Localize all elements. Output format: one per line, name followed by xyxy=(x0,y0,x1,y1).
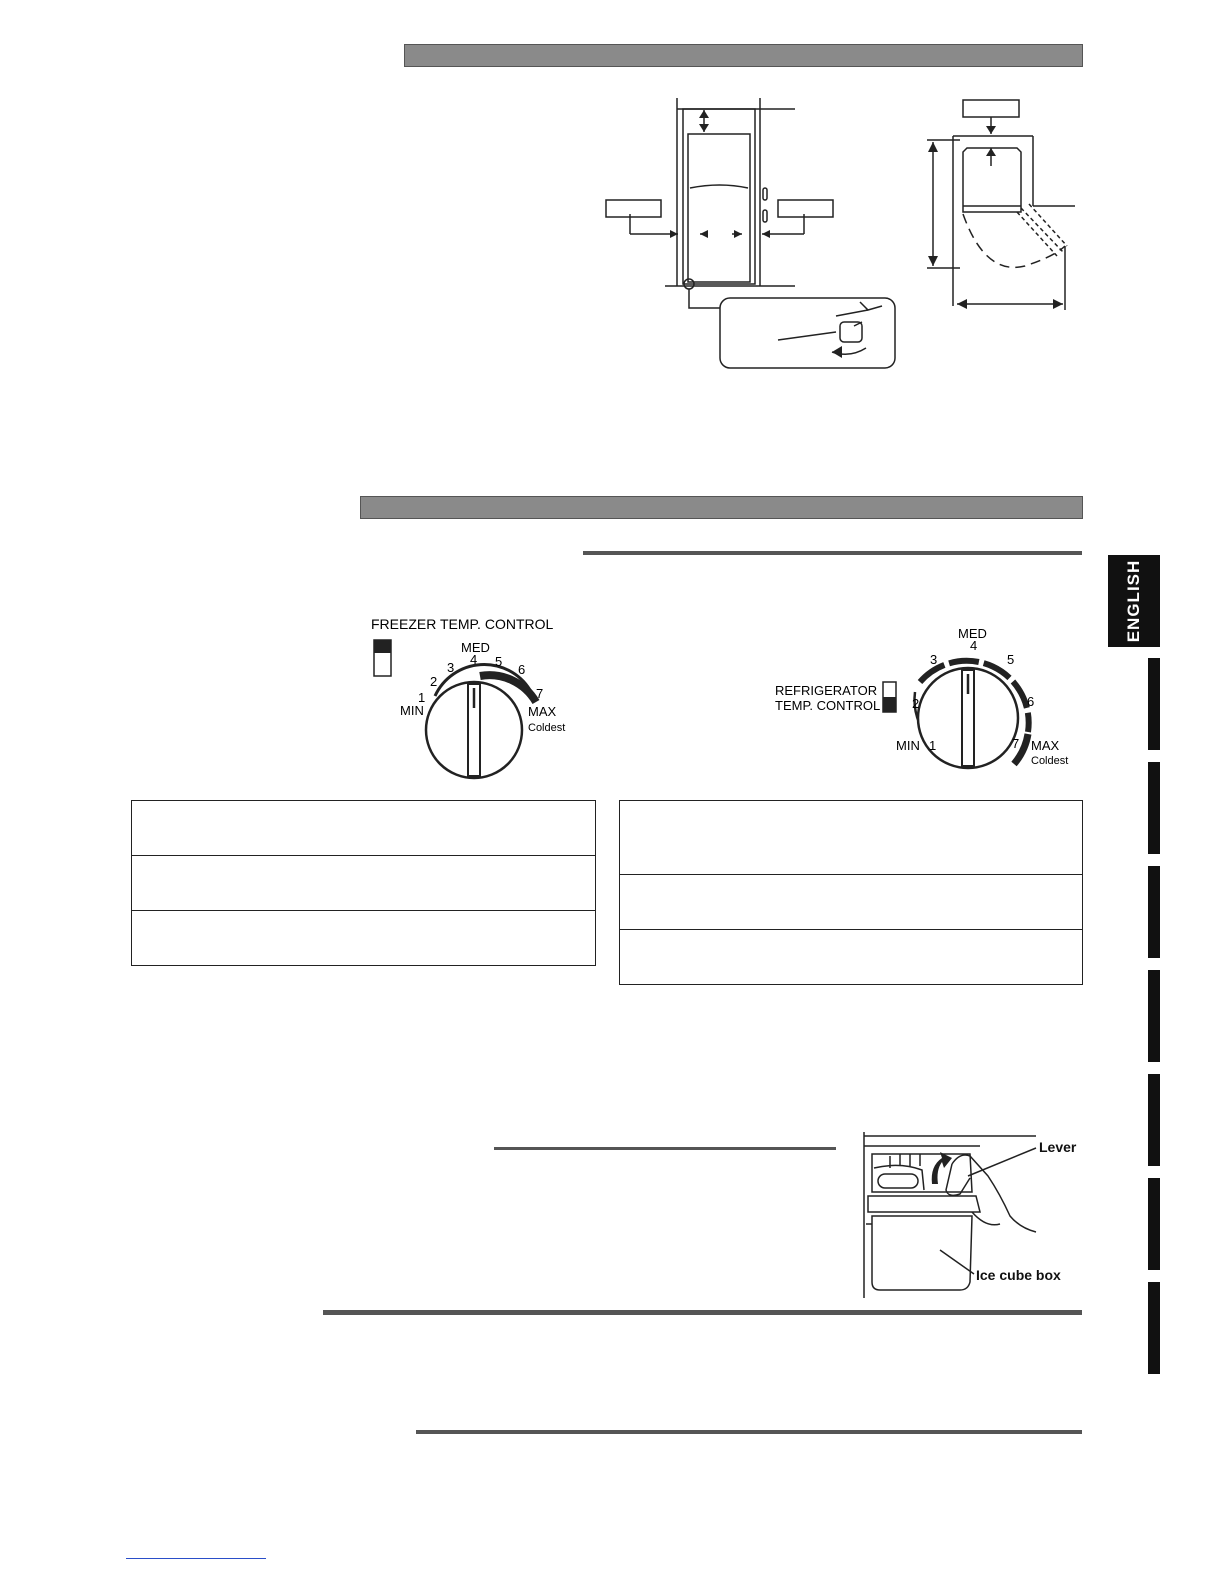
footer-link-underline[interactable] xyxy=(126,1558,266,1559)
freezer-scale-4: 4 xyxy=(470,652,478,667)
section-header-band-middle xyxy=(360,496,1083,519)
language-tab-2[interactable] xyxy=(1148,658,1160,750)
freezer-max-label: MAX xyxy=(528,704,557,719)
freezer-scale-6: 6 xyxy=(518,662,526,677)
freezer-scale-2: 2 xyxy=(430,674,438,689)
freezer-min-label: MIN xyxy=(400,703,424,718)
refrigerator-control-title-line1: REFRIGERATOR xyxy=(775,683,878,698)
refrigerator-scale-3: 3 xyxy=(930,652,938,667)
installation-front-diagram xyxy=(600,96,900,376)
table-row xyxy=(132,856,595,911)
refrigerator-scale-5: 5 xyxy=(1007,652,1015,667)
table-row xyxy=(620,801,1082,875)
section-header-band-top xyxy=(404,44,1083,67)
language-tab-label: ENGLISH xyxy=(1124,559,1143,643)
freezer-scale-1: 1 xyxy=(418,690,426,705)
table-row xyxy=(132,801,595,856)
installation-side-diagram xyxy=(915,96,1085,316)
language-tab-3[interactable] xyxy=(1148,762,1160,854)
lever-label: Lever xyxy=(1039,1139,1077,1155)
table-row xyxy=(620,930,1082,984)
refrigerator-temp-control-dial xyxy=(770,622,1080,772)
freezer-med-label: MED xyxy=(461,640,490,655)
table-row xyxy=(132,911,595,965)
freezer-scale-3: 3 xyxy=(447,660,455,675)
language-tab-8[interactable] xyxy=(1148,1282,1160,1374)
subsection-rule-4 xyxy=(416,1430,1082,1434)
freezer-temp-control-dial xyxy=(360,610,590,790)
freezer-settings-table xyxy=(131,800,596,966)
language-tab-6[interactable] xyxy=(1148,1074,1160,1166)
subsection-rule-1 xyxy=(583,551,1082,555)
ice-cube-box-label: Ice cube box xyxy=(976,1267,1061,1283)
refrigerator-scale-7: 7 xyxy=(1012,736,1020,751)
freezer-coldest-label: Coldest xyxy=(528,722,566,734)
refrigerator-control-title-line2: TEMP. CONTROL xyxy=(775,698,881,713)
freezer-control-title: FREEZER TEMP. CONTROL xyxy=(371,616,554,632)
refrigerator-indicator-fill xyxy=(883,697,896,712)
table-row xyxy=(620,875,1082,930)
subsection-rule-3 xyxy=(323,1310,1082,1315)
freezer-scale-5: 5 xyxy=(495,654,503,669)
language-tab-english[interactable] xyxy=(1108,555,1160,647)
freezer-scale-7: 7 xyxy=(536,686,544,701)
refrigerator-scale-6: 6 xyxy=(1027,694,1035,709)
refrigerator-coldest-label: Coldest xyxy=(1031,755,1069,767)
subsection-rule-2 xyxy=(494,1147,836,1150)
freezer-indicator-fill xyxy=(374,640,391,653)
refrigerator-scale-1: 1 xyxy=(929,738,937,753)
refrigerator-min-label: MIN xyxy=(896,738,920,753)
language-tab-4[interactable] xyxy=(1148,866,1160,958)
refrigerator-scale-2: 2 xyxy=(912,696,920,711)
refrigerator-med-label: MED xyxy=(958,626,987,641)
refrigerator-scale-4: 4 xyxy=(970,638,978,653)
language-tab-7[interactable] xyxy=(1148,1178,1160,1270)
refrigerator-max-label: MAX xyxy=(1031,738,1060,753)
language-tab-5[interactable] xyxy=(1148,970,1160,1062)
refrigerator-settings-table xyxy=(619,800,1083,985)
